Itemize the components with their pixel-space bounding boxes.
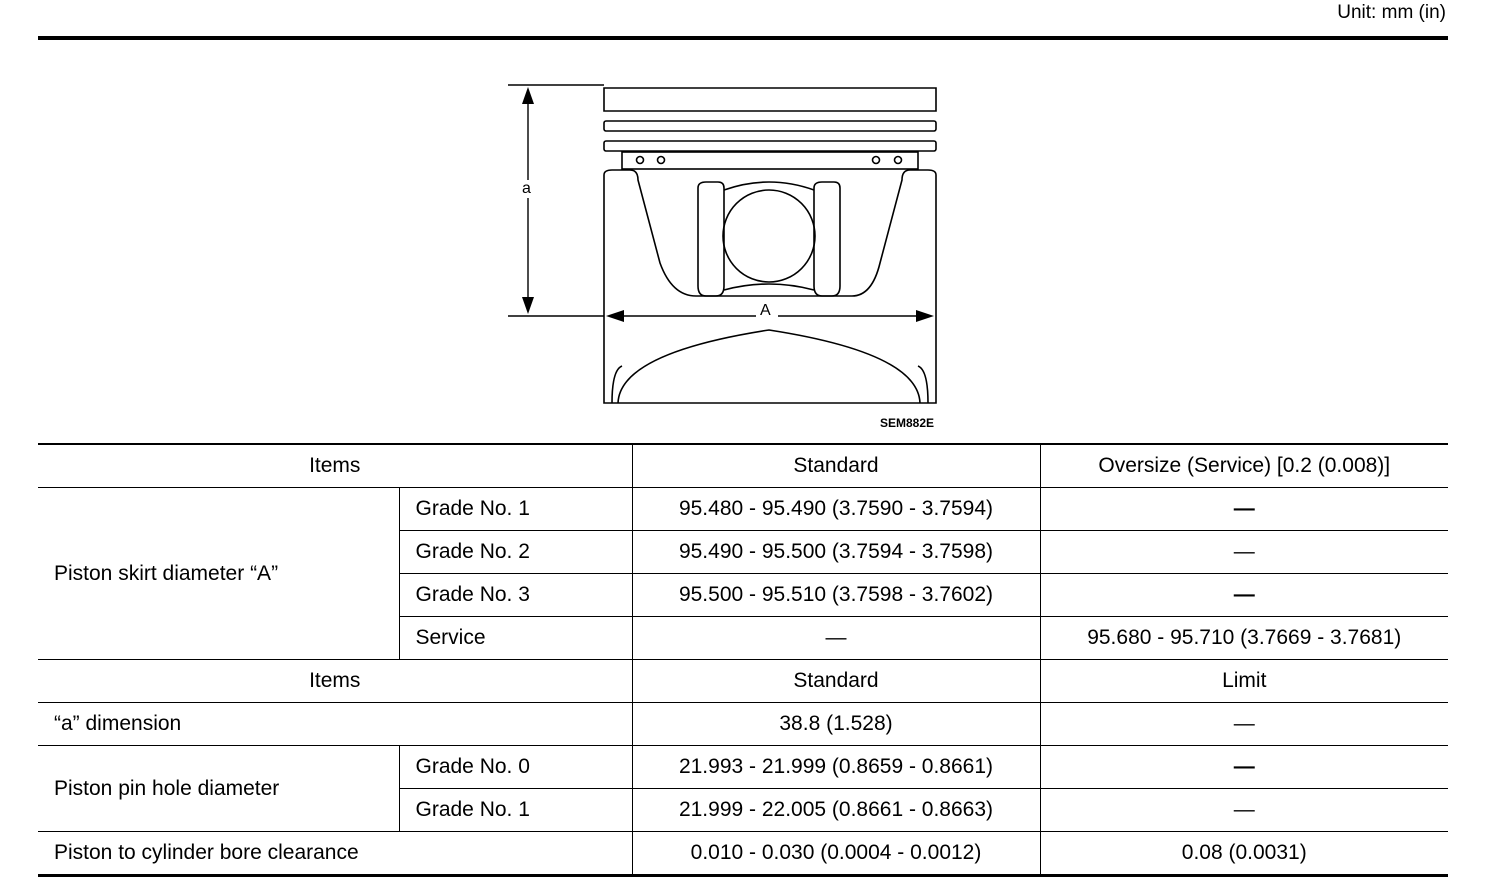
oversize-cell: — bbox=[1040, 574, 1448, 617]
skirt-inner bbox=[612, 366, 622, 403]
pin-boss-bridge bbox=[724, 284, 814, 290]
dim-a-arrow bbox=[522, 87, 534, 104]
header-items: Items bbox=[38, 444, 632, 488]
header-oversize: Oversize (Service) [0.2 (0.008)] bbox=[1040, 444, 1448, 488]
dim-A-label: A bbox=[760, 302, 771, 319]
limit-cell: — bbox=[1040, 789, 1448, 832]
grade-cell: Grade No. 3 bbox=[399, 574, 632, 617]
figure-code: SEM882E bbox=[880, 416, 935, 430]
piston-spec-table bbox=[38, 443, 1448, 877]
limit-cell: — bbox=[1040, 746, 1448, 789]
ring-groove-2 bbox=[604, 141, 936, 151]
pin-boss bbox=[814, 182, 840, 296]
oil-ring-band bbox=[622, 152, 918, 169]
dim-a-label: a bbox=[522, 180, 531, 197]
dim-A-arrow bbox=[606, 310, 624, 322]
standard-cell: 95.480 - 95.490 (3.7590 - 3.7594) bbox=[632, 488, 1040, 531]
grade-cell: Grade No. 1 bbox=[399, 789, 632, 832]
dim-A-arrow bbox=[916, 310, 934, 322]
oversize-cell: 95.680 - 95.710 (3.7669 - 3.7681) bbox=[1040, 617, 1448, 660]
dim-a-arrow bbox=[522, 297, 534, 314]
skirt-arc bbox=[618, 330, 920, 403]
grade-cell: Grade No. 1 bbox=[399, 488, 632, 531]
table-header-row bbox=[38, 444, 1448, 488]
unit-label: Unit: mm (in) bbox=[1337, 2, 1446, 23]
item-pin-hole-diameter: Piston pin hole diameter bbox=[38, 746, 399, 832]
table-row bbox=[38, 488, 1448, 531]
table-row bbox=[38, 746, 1448, 789]
limit-cell: — bbox=[1040, 703, 1448, 746]
piston-skirt bbox=[604, 170, 936, 403]
table-header-row bbox=[38, 660, 1448, 703]
oversize-cell: — bbox=[1040, 531, 1448, 574]
item-skirt-diameter: Piston skirt diameter “A” bbox=[38, 488, 399, 660]
header-items: Items bbox=[38, 660, 632, 703]
standard-cell: 38.8 (1.528) bbox=[632, 703, 1040, 746]
oversize-cell: — bbox=[1040, 488, 1448, 531]
oil-hole bbox=[637, 157, 644, 164]
piston-diagram bbox=[500, 78, 960, 418]
pin-boss-bridge bbox=[724, 182, 814, 190]
ring-groove-1 bbox=[604, 121, 936, 131]
top-rule bbox=[38, 36, 1448, 40]
piston-pin-hole bbox=[723, 190, 815, 282]
standard-cell: 21.999 - 22.005 (0.8661 - 0.8663) bbox=[632, 789, 1040, 832]
standard-cell: 0.010 - 0.030 (0.0004 - 0.0012) bbox=[632, 832, 1040, 876]
header-standard: Standard bbox=[632, 660, 1040, 703]
limit-cell: 0.08 (0.0031) bbox=[1040, 832, 1448, 876]
table-row bbox=[38, 703, 1448, 746]
item-bore-clearance: Piston to cylinder bore clearance bbox=[38, 832, 632, 876]
piston-figure bbox=[500, 78, 960, 438]
grade-cell: Grade No. 0 bbox=[399, 746, 632, 789]
pin-boss bbox=[698, 182, 724, 296]
oil-hole bbox=[873, 157, 880, 164]
oil-hole bbox=[658, 157, 665, 164]
standard-cell: 21.993 - 21.999 (0.8659 - 0.8661) bbox=[632, 746, 1040, 789]
standard-cell: 95.490 - 95.500 (3.7594 - 3.7598) bbox=[632, 531, 1040, 574]
oil-hole bbox=[895, 157, 902, 164]
grade-cell: Service bbox=[399, 617, 632, 660]
table-row bbox=[38, 832, 1448, 876]
grade-cell: Grade No. 2 bbox=[399, 531, 632, 574]
piston-crown bbox=[604, 88, 936, 111]
standard-cell: 95.500 - 95.510 (3.7598 - 3.7602) bbox=[632, 574, 1040, 617]
item-a-dimension: “a” dimension bbox=[38, 703, 632, 746]
standard-cell: — bbox=[632, 617, 1040, 660]
header-standard: Standard bbox=[632, 444, 1040, 488]
header-limit: Limit bbox=[1040, 660, 1448, 703]
